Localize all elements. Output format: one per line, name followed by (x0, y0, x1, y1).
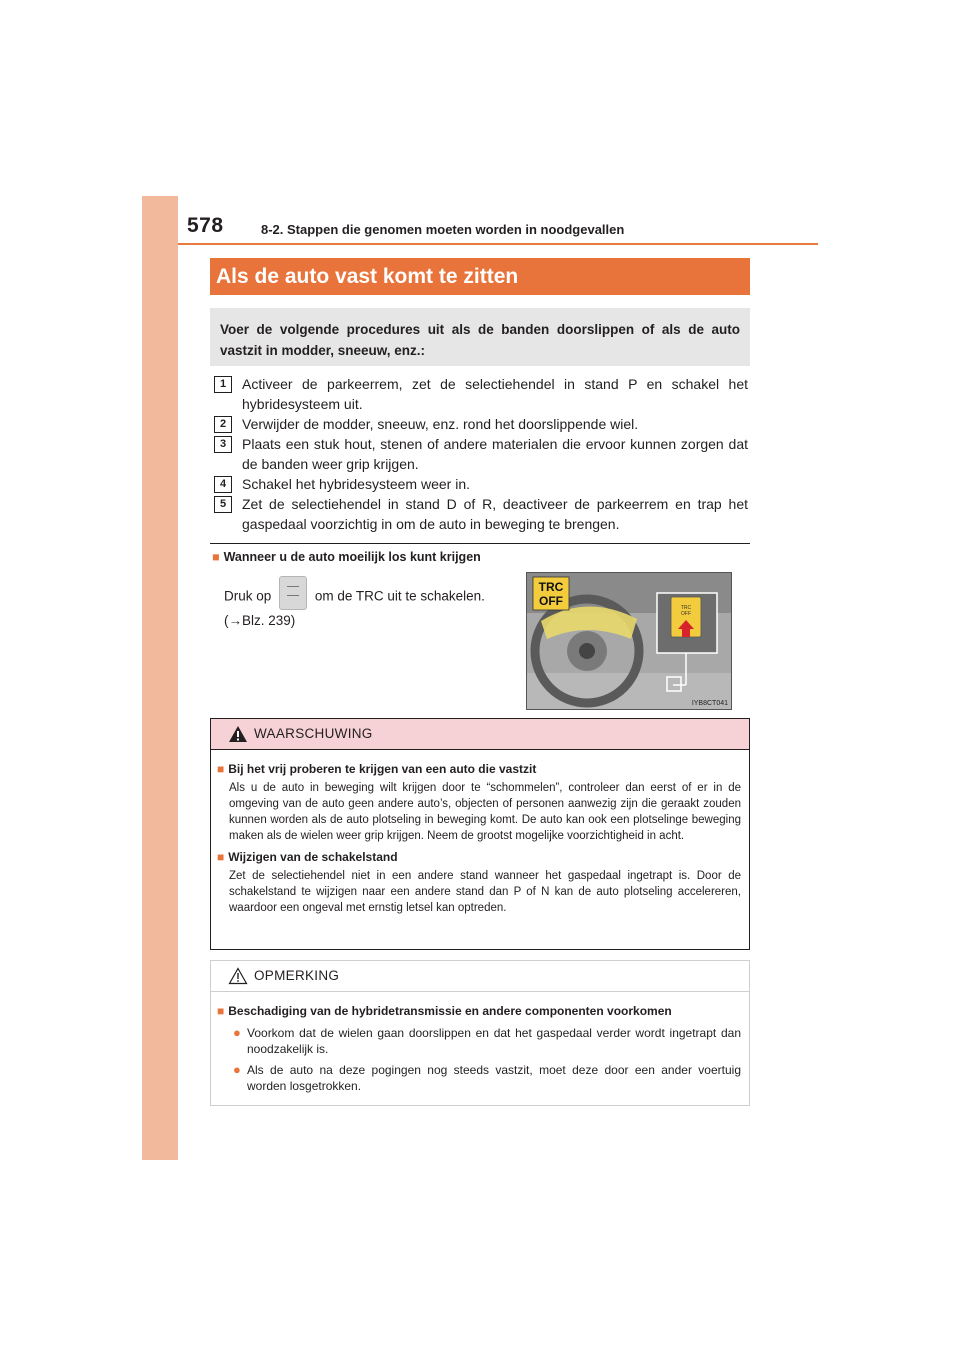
note-bullet-text: Voorkom dat de wielen gaan doorslippen en dat het gaspedaal verder wordt ingetrapt dan noodzakelijk is. (247, 1026, 741, 1056)
step-text: Plaats een stuk hout, stenen of andere materialen die ervoor kunnen zorgen dat de banden weer grip krijgen. (242, 436, 748, 472)
warning-triangle-icon (228, 725, 248, 743)
warning-body (211, 750, 749, 916)
step-number: 2 (214, 416, 232, 433)
page-section-title: 8-2. Stappen die genomen moeten worden in noodgevallen (261, 222, 625, 237)
step-number: 3 (214, 436, 232, 453)
warning-item-title-text: Bij het vrij proberen te krijgen van een auto die vastzit (228, 762, 537, 776)
header-rule (178, 243, 818, 245)
dashboard-illustration (527, 573, 731, 709)
step-text: Verwijder de modder, sneeuw, enz. rond het doorslippende wiel. (242, 416, 639, 432)
intro-text: Voer de volgende procedures uit als de banden doorslippen of als de auto vastzit in modder, sneeuw, enz.: (220, 322, 740, 358)
square-bullet-icon: ■ (217, 850, 225, 864)
note-title (217, 1002, 741, 1020)
note-header (211, 961, 749, 992)
note-title-text: Beschadiging van de hybridetransmissie en andere componenten voorkomen (228, 1004, 672, 1018)
caution-triangle-icon (228, 967, 248, 985)
figure-button-text-1: TRC (680, 605, 692, 611)
note-bullet-text: Als de auto na deze pogingen nog steeds vastzit, moet deze door een ander voertuig worden losgetrokken. (247, 1063, 741, 1093)
step-text: Schakel het hybridesysteem weer in. (242, 476, 470, 492)
note-body (211, 992, 749, 1094)
warning-item-title (217, 848, 741, 866)
page-reference: (→Blz. 239) (224, 613, 296, 628)
trc-badge-line2: OFF (539, 594, 563, 608)
trc-text-before: Druk op (224, 588, 272, 604)
note-label: OPMERKING (254, 968, 340, 983)
step-item (214, 434, 748, 474)
steps-list (214, 374, 748, 534)
side-color-band (142, 196, 178, 1160)
step-item (214, 414, 748, 434)
trc-instruction (224, 584, 508, 632)
step-item (214, 474, 748, 494)
figure-button-text-2: OFF (681, 611, 691, 617)
step-number: 5 (214, 496, 232, 513)
note-box (210, 960, 750, 1106)
dashboard-figure (526, 572, 732, 710)
square-bullet-icon: ■ (217, 762, 225, 776)
warning-item-text: Zet de selectiehendel niet in een andere stand wanneer het gaspedaal ingetrapt is. Door de schakelstand te wijzigen naar een andere stand dan P of N kan de auto plotseling accelereren, waardoor een ongeval met ernstig letsel kan optreden. (229, 870, 741, 914)
warning-header (211, 719, 749, 750)
intro-box (210, 308, 750, 366)
warning-box (210, 718, 750, 950)
warning-item-text: Als u de auto in beweging wilt krijgen door te “schommelen”, controleer dan eerst of er in de omgeving van de auto geen andere auto’s, objecten of personen aanwezig zijn die geraakt zouden kunnen worden als de auto plotseling in beweging komt. De auto kan ook een plotselinge beweging maken als de wielen weer grip krijgen. Neem de grootst mogelijke voorzichtigheid in acht. (229, 782, 741, 842)
trc-text-after: om de TRC uit te schakelen. (314, 588, 485, 604)
note-bullet (217, 1025, 741, 1057)
step-text: Activeer de parkeerrem, zet de selectiehendel in stand P en schakel het hybridesysteem uit. (242, 376, 748, 412)
round-bullet-icon: ● (233, 1062, 241, 1077)
square-bullet-icon: ■ (212, 550, 220, 564)
step-text: Zet de selectiehendel in stand D of R, deactiveer de parkeerrem en trap het gaspedaal voorzichtig in om de auto in beweging te brengen. (242, 496, 748, 532)
page-number: 578 (187, 214, 224, 237)
section-title: Als de auto vast komt te zitten (210, 258, 750, 295)
step-number: 1 (214, 376, 232, 393)
stuck-heading (212, 550, 481, 564)
warning-item-title (217, 760, 741, 778)
trc-off-button-icon (279, 576, 307, 610)
trc-badge-line1: TRC (538, 580, 564, 594)
step-item (214, 494, 748, 534)
square-bullet-icon: ■ (217, 1004, 225, 1018)
warning-item-title-text: Wijzigen van de schakelstand (228, 850, 398, 864)
note-bullet (217, 1062, 741, 1094)
figure-code: IYB8CT041 (691, 700, 728, 707)
step-number: 4 (214, 476, 232, 493)
section-divider (210, 543, 750, 544)
step-item (214, 374, 748, 414)
round-bullet-icon: ● (233, 1025, 241, 1040)
warning-label: WAARSCHUWING (254, 726, 373, 741)
stuck-heading-text: Wanneer u de auto moeilijk los kunt krijgen (223, 550, 481, 564)
